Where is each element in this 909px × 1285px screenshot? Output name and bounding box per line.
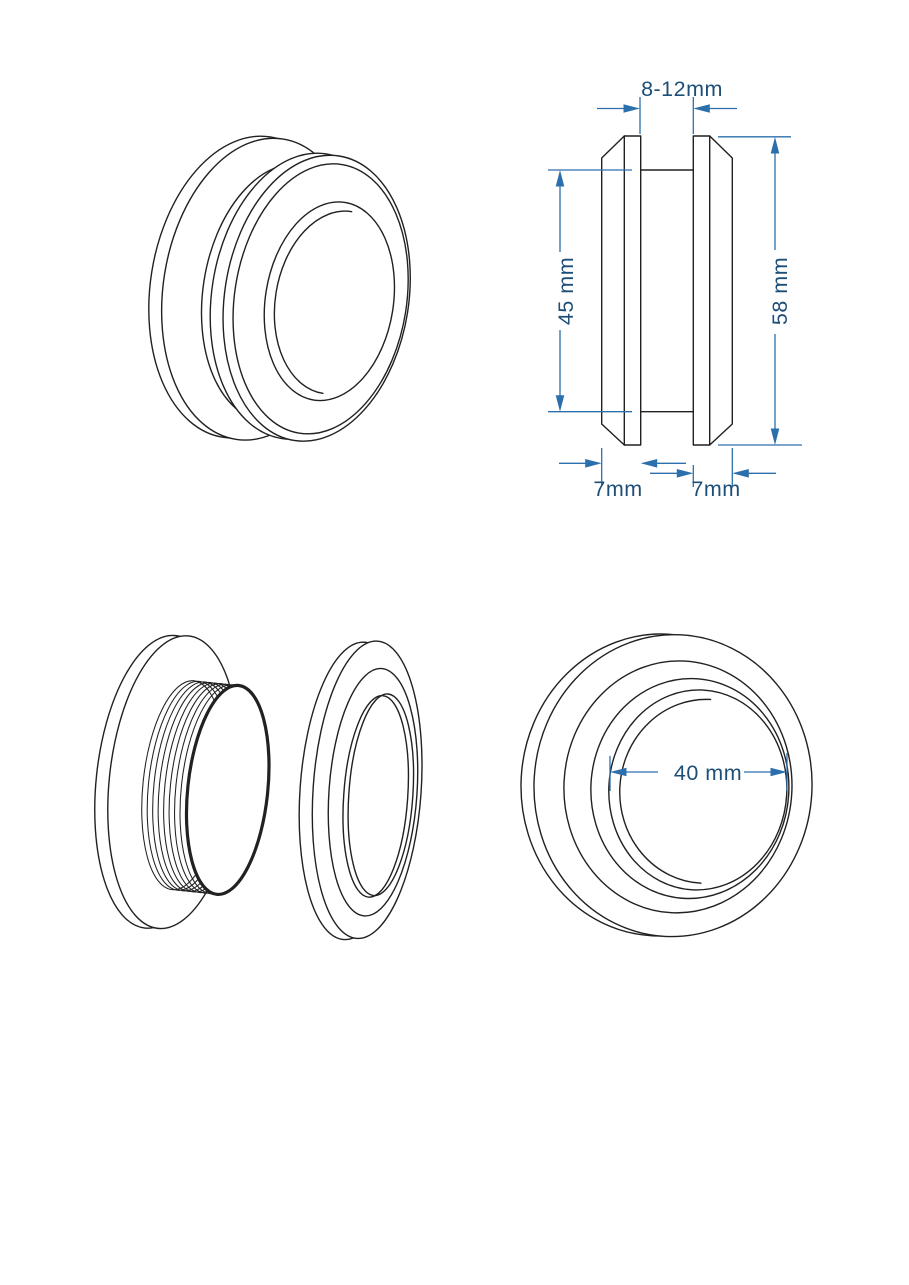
dim-label-hole-diameter: 40 mm: [673, 761, 743, 785]
dim-glass-thickness: [597, 77, 737, 134]
dim-inner-height: [548, 170, 632, 412]
arrow-down-icon: [556, 395, 565, 412]
front-view: [513, 627, 819, 944]
dim-left-flange-width: [559, 448, 686, 501]
section-left-flange: [602, 136, 641, 445]
exploded-view: [81, 628, 431, 944]
dim-right-flange-width: [650, 448, 776, 501]
iso-view: [128, 122, 431, 463]
arrow-right-icon: [624, 104, 641, 113]
exploded-threaded-insert: [81, 628, 283, 939]
dim-outer-height: [718, 137, 802, 445]
dim-label-right-flange-width: 7mm: [691, 477, 741, 501]
front-view-body: [513, 627, 819, 944]
arrow-up-icon: [556, 170, 565, 187]
arrow-left-icon: [693, 104, 710, 113]
section-view: [548, 77, 802, 501]
dim-label-glass-thickness: 8-12mm: [641, 77, 723, 101]
arrow-down-icon: [771, 429, 780, 446]
exploded-ring-nut: [290, 636, 432, 944]
dim-label-left-flange-width: 7mm: [593, 477, 643, 501]
dim-label-inner-height: 45 mm: [554, 256, 578, 326]
arrow-up-icon: [771, 137, 780, 154]
section-right-flange: [693, 136, 732, 445]
arrow-right-icon: [585, 459, 602, 468]
arrow-left-icon: [641, 459, 658, 468]
section-body: [602, 136, 733, 445]
dim-label-outer-height: 58 mm: [768, 256, 792, 326]
